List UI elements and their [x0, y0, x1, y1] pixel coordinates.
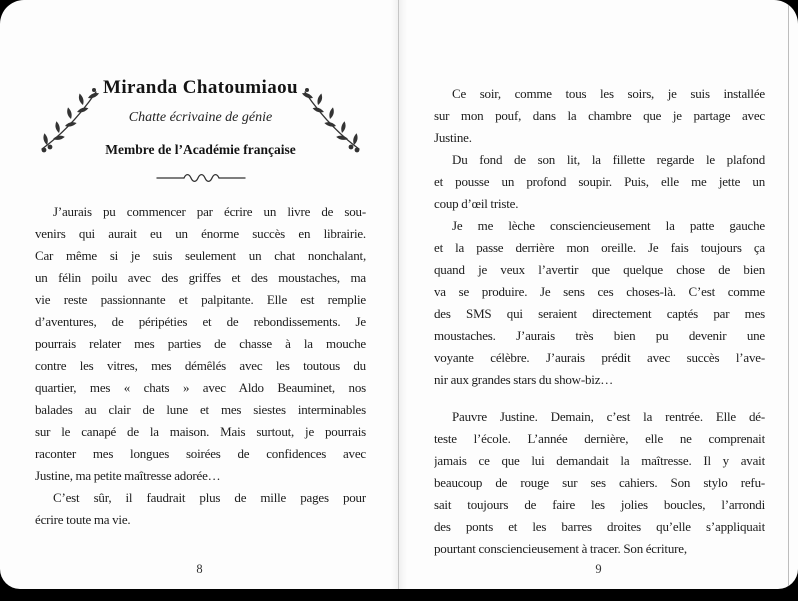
text-line: Je me lèche consciencieusement la patte gauche [452, 218, 765, 233]
text-line: va se produire. Je sens ces choses-là. C’est comme [434, 284, 765, 299]
paragraph [434, 215, 765, 391]
text-line: d’aventures, de péripéties et de rebondissements. Je [35, 314, 366, 329]
olive-branch-icon [37, 84, 101, 154]
paragraph [35, 201, 366, 487]
text-line: jamais ce que lui demandait la maîtresse. Il y avait [434, 453, 765, 468]
page-gutter-line [398, 0, 399, 589]
chapter-subtitle: Chatte écrivaine de génie [128, 110, 273, 125]
paragraph [434, 149, 765, 215]
page-number: 9 [595, 562, 602, 576]
text-line: Du fond de son lit, la fillette regarde le plafond [452, 152, 765, 167]
text-line: quartier, mes « chats » avec Aldo Beauminet, nos [35, 380, 366, 395]
text-line: teste l’école. L’année dernière, elle ne comprenait [434, 431, 765, 446]
text-line: C’est sûr, il faudrait plus de mille pages pour [53, 490, 366, 505]
chapter-title: Miranda Chatoumiaou [103, 77, 298, 98]
text-line: pourtant consciencieusement à tracer. Son écriture, [434, 541, 687, 556]
text-line: sur le canapé de la maison. Mais surtout, je pourrais [35, 424, 366, 439]
text-line: vie reste passionnante et palpitante. Elle est remplie [35, 292, 366, 307]
text-line: sur mon pouf, dans la chambre que je partage avec [434, 108, 765, 123]
text-line: Car même si je suis seulement un chat nonchalant, [35, 248, 366, 263]
gutter-shadow [391, 0, 407, 589]
text-line: beaucoup de rouge sur ses cahiers. Son stylo refu- [434, 475, 765, 490]
text-line: raconter mes longues soirées de confidences avec [35, 446, 366, 461]
text-line: un félin poilu avec des griffes et des moustaches, ma [35, 270, 366, 285]
chapter-affiliation: Membre de l’Académie française [105, 142, 296, 157]
text-line: J’aurais pu commencer par écrire un livre de sou- [53, 204, 366, 219]
text-line: Justine. [434, 130, 472, 145]
text-line: Justine, ma petite maîtresse adorée… [35, 468, 221, 483]
right-page [399, 0, 798, 589]
text-line: Pauvre Justine. Demain, c’est la rentrée. Elle dé- [452, 409, 765, 424]
right-page-content [434, 0, 765, 560]
olive-branch-icon [300, 84, 364, 154]
paragraph [434, 406, 765, 560]
text-line: balades au clair de lune et mes siestes interminables [35, 402, 366, 417]
text-line: pourrais relater mes parties de chasse à la mouche [35, 336, 366, 351]
text-line: et la passe derrière mon oreille. Je fais toujours ça [434, 240, 765, 255]
page-number: 8 [196, 562, 203, 576]
left-page [0, 0, 399, 589]
text-line: sait toujours de faire les jolies boucles, l’arrondi [434, 497, 765, 512]
text-line: des SMS qui seraient directement captés par mes [434, 306, 765, 321]
text-line: voyante célèbre. J’aurais prédit avec succès l’ave- [434, 350, 765, 365]
text-line: venirs qui aurait eu un énorme succès en librairie. [35, 226, 366, 241]
chapter-header [35, 76, 366, 185]
text-line: contre les vitres, mes démêlés avec les toutous du [35, 358, 366, 373]
text-line: moustaches. J’aurais très bien pu devenir une [434, 328, 765, 343]
text-line: et pousse un profond soupir. Puis, elle me jette un [434, 174, 765, 189]
left-page-content [35, 0, 366, 531]
text-line: quand je veux l’avertir que quelque chose de bien [434, 262, 765, 277]
text-line: coup d’œil triste. [434, 196, 519, 211]
text-line: Ce soir, comme tous les soirs, je suis installée [452, 86, 765, 101]
text-line: nir aux grandes stars du show-biz… [434, 372, 614, 387]
paragraph [35, 487, 366, 531]
left-page-body [35, 201, 366, 531]
page-edge-line [788, 0, 789, 589]
right-page-body [434, 83, 765, 560]
wavy-divider-icon [153, 171, 249, 185]
text-line: écrire toute ma vie. [35, 512, 131, 527]
text-line: des ponts et les barres droites qu’elle s’appliquait [434, 519, 765, 534]
paragraph [434, 83, 765, 149]
